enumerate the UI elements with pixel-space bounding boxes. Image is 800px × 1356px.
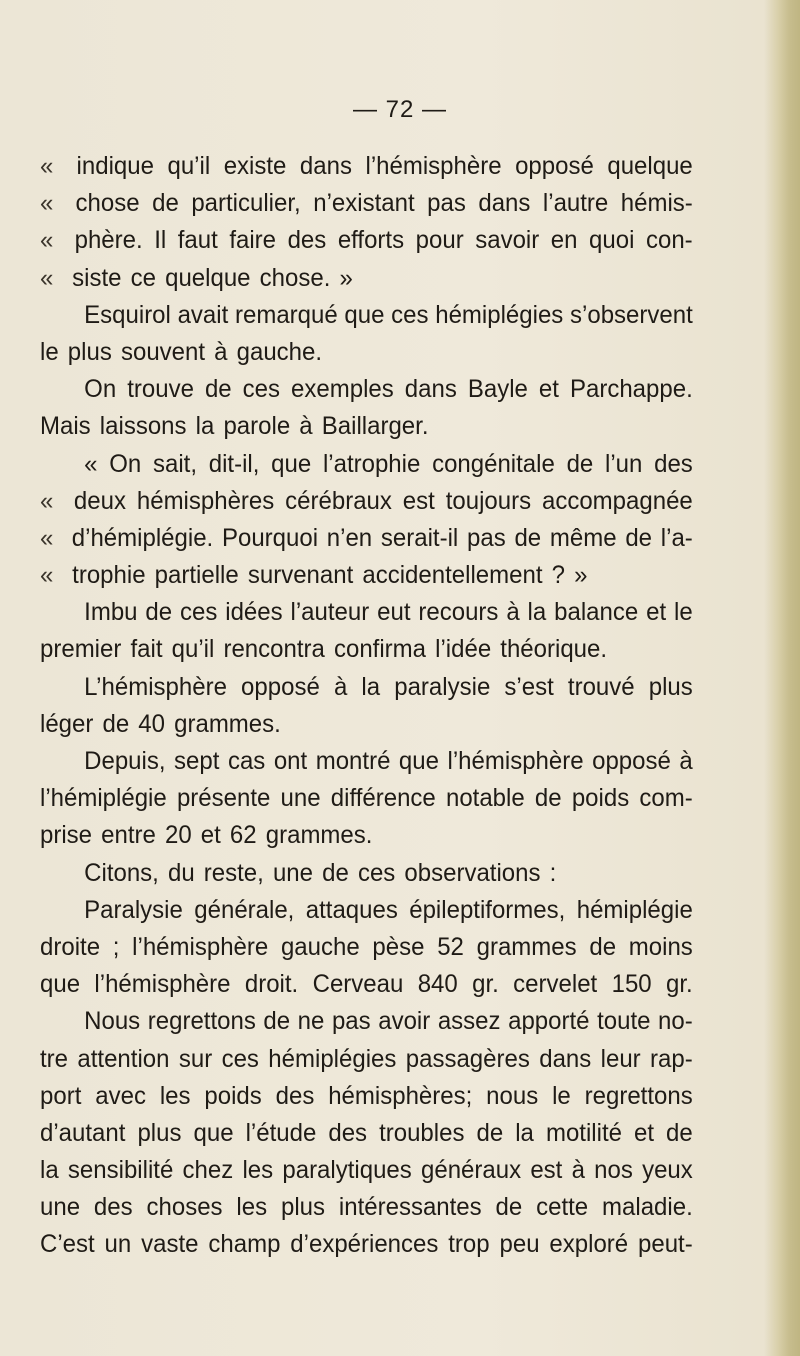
word: s’est <box>504 672 554 701</box>
word: avait <box>177 300 229 329</box>
word: recours <box>418 598 499 627</box>
text-line <box>40 747 693 784</box>
word: sensibilité <box>67 1156 174 1185</box>
word: eut <box>377 598 411 627</box>
word: s’observent <box>570 300 693 329</box>
word: léger <box>40 709 94 738</box>
word: de <box>476 1118 504 1147</box>
word: la <box>515 1118 534 1147</box>
word: efforts <box>337 226 405 255</box>
word: grammes. <box>174 709 281 738</box>
word: maladie. <box>602 1193 693 1222</box>
text-line <box>40 1230 693 1267</box>
text-line <box>40 970 693 1007</box>
word: la <box>40 1156 59 1185</box>
word: choses <box>146 1193 223 1222</box>
word: parole <box>223 412 291 441</box>
word: les <box>242 1156 274 1185</box>
word: même <box>549 523 617 552</box>
word: et <box>646 598 667 627</box>
word: regrettons <box>584 1081 693 1110</box>
word: : <box>549 858 557 887</box>
word: Cerveau <box>312 970 404 999</box>
word: leur <box>600 1044 641 1073</box>
word: moins <box>628 932 693 961</box>
word: Imbu <box>84 598 138 627</box>
word: trophie <box>72 561 146 590</box>
word: toujours <box>445 486 532 515</box>
quote-mark: « <box>40 189 54 218</box>
word: d’expériences <box>290 1230 439 1259</box>
word: que <box>271 449 312 478</box>
word: dans <box>299 152 352 180</box>
word: quoi <box>589 226 635 255</box>
word: savoir <box>475 226 540 255</box>
word: générale, <box>194 895 295 924</box>
word: les <box>159 1081 191 1110</box>
word: avoir <box>378 1007 431 1036</box>
word: de <box>589 932 617 961</box>
word: droite <box>40 932 101 961</box>
text-line <box>40 226 693 263</box>
text-line <box>40 450 693 487</box>
text-line <box>40 933 693 970</box>
word: ces <box>242 375 281 404</box>
word: pas <box>467 523 506 552</box>
word: premier <box>40 635 122 664</box>
word: no- <box>658 1007 693 1036</box>
word: quelque <box>607 152 693 180</box>
word: de <box>204 375 232 404</box>
word: port <box>40 1081 82 1110</box>
word: » <box>339 263 353 292</box>
word: différence <box>330 784 436 813</box>
word: des <box>328 1118 368 1147</box>
word: motilité <box>545 1118 622 1147</box>
word: troubles <box>379 1118 465 1147</box>
quote-mark: « <box>40 152 54 180</box>
word: à <box>571 1156 585 1185</box>
word: plus <box>280 1193 326 1222</box>
word: dit-il, <box>208 449 260 478</box>
word: reste, <box>203 858 264 887</box>
word: Baillarger. <box>321 412 429 441</box>
word: ces <box>357 858 396 887</box>
word: exemples <box>291 375 394 404</box>
word: de <box>495 1193 523 1222</box>
word: plus <box>67 337 112 366</box>
text-line <box>40 412 693 449</box>
word: que <box>344 300 385 329</box>
text-line <box>40 1007 693 1044</box>
text-line <box>40 673 693 710</box>
word: vaste <box>141 1230 199 1259</box>
word: opposé <box>592 747 671 775</box>
text-line <box>40 784 693 821</box>
word: est <box>530 1156 563 1185</box>
word: laissons <box>99 412 187 441</box>
word: l’autre <box>542 189 609 218</box>
word: présente <box>176 784 271 813</box>
word: plus <box>137 1118 182 1147</box>
word: com- <box>639 784 693 813</box>
word: C’est <box>40 1230 95 1259</box>
word: paralysie <box>394 672 491 701</box>
word: hémiplégies <box>435 300 564 329</box>
word: de <box>152 189 179 218</box>
word: assez <box>437 1007 501 1036</box>
word: l’hémisphère <box>447 747 584 775</box>
word: que <box>398 747 439 775</box>
word: Paralysie <box>84 895 183 924</box>
word: de <box>514 523 542 552</box>
word: à <box>299 412 313 441</box>
word: cervelet <box>513 970 598 999</box>
word: congénitale <box>432 449 555 478</box>
word: 62 <box>229 821 257 850</box>
word: et <box>634 1118 655 1147</box>
text-line <box>40 264 693 301</box>
word: apporté <box>508 1007 590 1036</box>
text-line <box>40 896 693 933</box>
text-line <box>40 635 693 672</box>
word: hémisphères; <box>328 1081 473 1110</box>
word: « <box>84 449 98 478</box>
word: nous <box>486 1081 539 1110</box>
page-edge-shadow <box>764 0 800 1356</box>
word: Nous <box>84 1007 141 1036</box>
word: de <box>322 858 349 887</box>
word: et <box>200 821 221 850</box>
word: des <box>287 226 327 255</box>
word: Pourquoi <box>221 523 319 552</box>
word: à <box>506 598 520 627</box>
text-line <box>40 710 693 747</box>
text-line <box>40 1082 693 1119</box>
word: yeux <box>642 1156 693 1185</box>
word: ont <box>273 747 308 775</box>
word: en <box>550 226 578 255</box>
word: survenant <box>247 561 354 590</box>
word: épileptiformes, <box>409 895 566 924</box>
word: une <box>40 1193 81 1222</box>
word: d’autant <box>40 1118 126 1147</box>
word: cette <box>536 1193 589 1222</box>
word: hémisphères <box>136 486 275 515</box>
word: théorique. <box>500 635 608 664</box>
word: exploré <box>549 1230 629 1259</box>
word: trouve <box>127 375 194 404</box>
text-line <box>40 1045 693 1082</box>
word: trop <box>448 1230 490 1259</box>
word: poids <box>571 784 630 813</box>
word: passagères <box>405 1044 530 1073</box>
word: opposé <box>515 152 594 180</box>
word: les <box>236 1193 268 1222</box>
word: dans <box>539 1044 592 1073</box>
word: que <box>40 970 81 999</box>
word: sept <box>174 747 220 775</box>
word: faire <box>229 226 277 255</box>
word: de <box>534 784 562 813</box>
word: qu’il <box>167 152 211 180</box>
word: la <box>527 598 547 627</box>
word: gr. <box>472 970 499 999</box>
word: n’en <box>326 523 373 552</box>
word: un <box>104 1230 132 1259</box>
word: la <box>361 672 381 701</box>
word: ces <box>391 300 429 329</box>
word: toute <box>597 1007 651 1036</box>
word: d’hémiplégie. <box>71 523 214 552</box>
word: phère. <box>74 226 143 255</box>
word: prise <box>40 821 93 850</box>
word: dans <box>404 375 457 404</box>
word: indique <box>76 152 154 180</box>
word: confirma <box>333 635 427 664</box>
word: une <box>280 784 321 813</box>
word: Mais <box>40 412 91 441</box>
word: l’hémisphère <box>365 152 502 180</box>
word: cas <box>227 747 266 775</box>
word: que <box>193 1118 234 1147</box>
text-line <box>40 301 693 338</box>
word: Depuis, <box>84 747 166 775</box>
word: du <box>167 858 195 887</box>
word: de <box>102 709 130 738</box>
word: fait <box>130 635 163 664</box>
word: l’atrophie <box>322 449 421 478</box>
word: On <box>109 449 142 478</box>
word: Esquirol <box>84 300 171 329</box>
quote-mark: « <box>40 226 54 255</box>
text-line <box>40 1193 693 1230</box>
word: 40 <box>138 709 166 738</box>
word: hémiplégies <box>268 1044 397 1073</box>
text-line <box>40 189 693 226</box>
word: ces <box>221 1044 259 1073</box>
text-line <box>40 1156 693 1193</box>
word: peu <box>499 1230 540 1259</box>
word: le <box>40 337 59 366</box>
word: serait-il <box>380 523 459 552</box>
word: l’étude <box>245 1118 317 1147</box>
word: des <box>654 449 693 478</box>
word: pas <box>331 1007 371 1036</box>
word: grammes <box>476 932 577 961</box>
word: l’a- <box>660 523 693 552</box>
word: gauche. <box>236 337 323 366</box>
word: droit. <box>244 970 299 999</box>
word: gr. <box>666 970 693 999</box>
quote-mark: « <box>40 263 54 292</box>
page-number: — 72 — <box>352 96 448 123</box>
word: 150 <box>611 970 652 999</box>
word: siste <box>72 263 122 292</box>
text-line <box>40 821 693 858</box>
word: intéressantes <box>338 1193 482 1222</box>
text-line <box>40 152 693 189</box>
word: nos <box>594 1156 633 1185</box>
word: Il <box>154 226 167 255</box>
word: de <box>625 523 653 552</box>
word: généraux <box>421 1156 522 1185</box>
word: entre <box>101 821 156 850</box>
word: la <box>195 412 215 441</box>
word: Citons, <box>84 858 159 887</box>
word: l’hémisphère <box>94 970 231 999</box>
word: ce <box>130 263 156 292</box>
word: regrettons <box>147 1007 256 1036</box>
word: qu’il <box>171 635 215 664</box>
word: quelque <box>165 263 251 292</box>
word: particulier, <box>191 189 301 218</box>
word: pas <box>427 189 466 218</box>
word: Bayle <box>467 375 528 404</box>
word: peut- <box>638 1230 693 1259</box>
word: et <box>538 375 559 404</box>
word: est <box>402 486 435 515</box>
word: pèse <box>372 932 425 961</box>
word: à <box>333 672 348 701</box>
word: à <box>679 747 693 775</box>
word: sur <box>178 1044 213 1073</box>
word: grammes. <box>265 821 373 850</box>
word: 20 <box>164 821 192 850</box>
word: dans <box>478 189 531 218</box>
word: rencontra <box>223 635 325 664</box>
text-line <box>40 375 693 412</box>
word: L’hémisphère <box>84 672 227 701</box>
word: ? <box>551 561 565 590</box>
word: de <box>566 449 594 478</box>
word: une <box>272 858 313 887</box>
word: attaques <box>305 895 398 924</box>
word: con- <box>645 226 693 255</box>
word: des <box>93 1193 133 1222</box>
text-line <box>40 524 693 561</box>
word: l’hémiplégie <box>40 784 167 813</box>
word: pour <box>415 226 464 255</box>
word: observations <box>404 858 541 887</box>
word: l’idée <box>435 635 492 664</box>
word: paralytiques <box>282 1156 412 1185</box>
word: balance <box>554 598 639 627</box>
word: de <box>145 598 173 627</box>
word: à <box>214 337 228 366</box>
word: hémiplégie <box>576 895 693 924</box>
quote-mark: « <box>40 523 54 552</box>
word: accompagnée <box>541 486 693 515</box>
word: hémis- <box>620 189 693 218</box>
text-line <box>40 338 693 375</box>
word: le <box>552 1081 571 1110</box>
word: le <box>674 598 693 627</box>
word: notable <box>445 784 525 813</box>
word: opposé <box>241 672 320 701</box>
word: accidentellement <box>362 561 543 590</box>
word: gauche <box>280 932 360 961</box>
word: plus <box>648 672 693 701</box>
word: souvent <box>120 337 206 366</box>
word: n’existant <box>313 189 415 218</box>
word: chez <box>182 1156 234 1185</box>
word: l’un <box>605 449 643 478</box>
word: poids <box>204 1081 262 1110</box>
word: de <box>263 1007 291 1036</box>
word: deux <box>73 486 126 515</box>
word: On <box>84 375 117 404</box>
text-line <box>40 859 693 896</box>
word: avec <box>95 1081 146 1110</box>
word: » <box>574 561 588 590</box>
word: rap- <box>650 1044 693 1073</box>
word: de <box>666 1118 693 1147</box>
word: l’auteur <box>290 598 370 627</box>
word: 840 <box>417 970 458 999</box>
word: tre <box>40 1044 69 1073</box>
word: remarqué <box>234 300 338 329</box>
quote-mark: « <box>40 486 54 515</box>
word: montré <box>315 747 391 775</box>
word: sait, <box>152 449 198 478</box>
word: chose <box>75 189 140 218</box>
word: partielle <box>154 561 239 590</box>
word: cérébraux <box>285 486 392 515</box>
word: chose. <box>259 263 331 292</box>
text-line <box>40 561 693 598</box>
word: l’hémisphère <box>132 932 269 961</box>
word: ces <box>180 598 218 627</box>
word: des <box>275 1081 315 1110</box>
body-text <box>40 152 720 1268</box>
quote-mark: « <box>40 561 54 590</box>
word: ; <box>112 932 120 961</box>
word: 52 <box>437 932 464 961</box>
word: trouvé <box>567 672 635 701</box>
word: champ <box>208 1230 281 1259</box>
word: attention <box>77 1044 170 1073</box>
word: existe <box>223 152 287 180</box>
word: ne <box>297 1007 325 1036</box>
word: faut <box>177 226 218 255</box>
text-line <box>40 487 693 524</box>
text-line <box>40 1119 693 1156</box>
word: idées <box>225 598 283 627</box>
word: Parchappe. <box>569 375 693 404</box>
text-line <box>40 598 693 635</box>
